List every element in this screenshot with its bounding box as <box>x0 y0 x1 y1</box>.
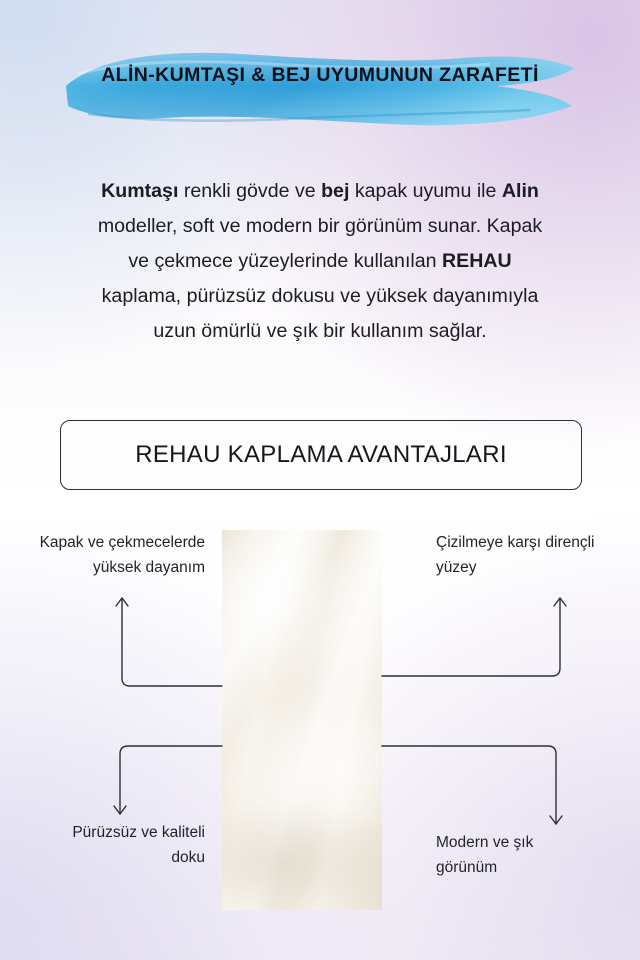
callout-top-right <box>436 530 631 580</box>
intro-line-3 <box>128 250 511 272</box>
callout-bottom-right <box>436 830 631 880</box>
callout-top-right-line2: yüzey <box>436 559 477 576</box>
callout-bottom-left-line2: doku <box>171 849 205 866</box>
texture-sheen <box>222 530 382 910</box>
intro-text-1: renkli gövde ve <box>178 180 322 202</box>
advantages-heading-box <box>60 420 582 490</box>
page-title: ALİN-KUMTAŞI & BEJ UYUMUNUN ZARAFETİ <box>101 64 539 86</box>
callout-bottom-left-line1: Pürüzsüz ve kaliteli <box>72 824 205 841</box>
intro-text-3: ve çekmece yüzeylerinde kullanılan <box>128 250 442 272</box>
callout-bottom-left <box>10 820 205 870</box>
brush-stroke-icon <box>60 44 580 136</box>
callout-bottom-right-line1: Modern ve şık <box>436 834 534 851</box>
intro-text-2: kapak uyumu ile <box>349 180 502 202</box>
intro-bold-alin: Alin <box>501 180 539 202</box>
intro-paragraph <box>40 174 600 349</box>
advantages-title: REHAU KAPLAMA AVANTAJLARI <box>135 441 507 468</box>
intro-line-4: kaplama, pürüzsüz dokusu ve yüksek dayanımıyla <box>101 285 539 307</box>
intro-bold-kumtasi: Kumtaşı <box>101 180 179 202</box>
intro-line-2: modeller, soft ve modern bir görünüm sunar. Kapak <box>97 215 543 237</box>
intro-line-5: uzun ömürlü ve şık bir kullanım sağlar. <box>153 320 487 342</box>
intro-bold-bej: bej <box>321 180 350 202</box>
callout-top-left-line1: Kapak ve çekmecelerde <box>39 534 205 551</box>
callout-top-left <box>10 530 205 580</box>
intro-line-1 <box>101 180 539 202</box>
header <box>0 34 640 144</box>
intro-bold-rehau: REHAU <box>442 250 512 272</box>
callout-top-left-line2: yüksek dayanım <box>93 559 205 576</box>
callout-bottom-right-line2: görünüm <box>436 859 498 876</box>
product-texture-image <box>222 530 382 910</box>
callout-top-right-line1: Çizilmeye karşı dirençli <box>436 534 595 551</box>
